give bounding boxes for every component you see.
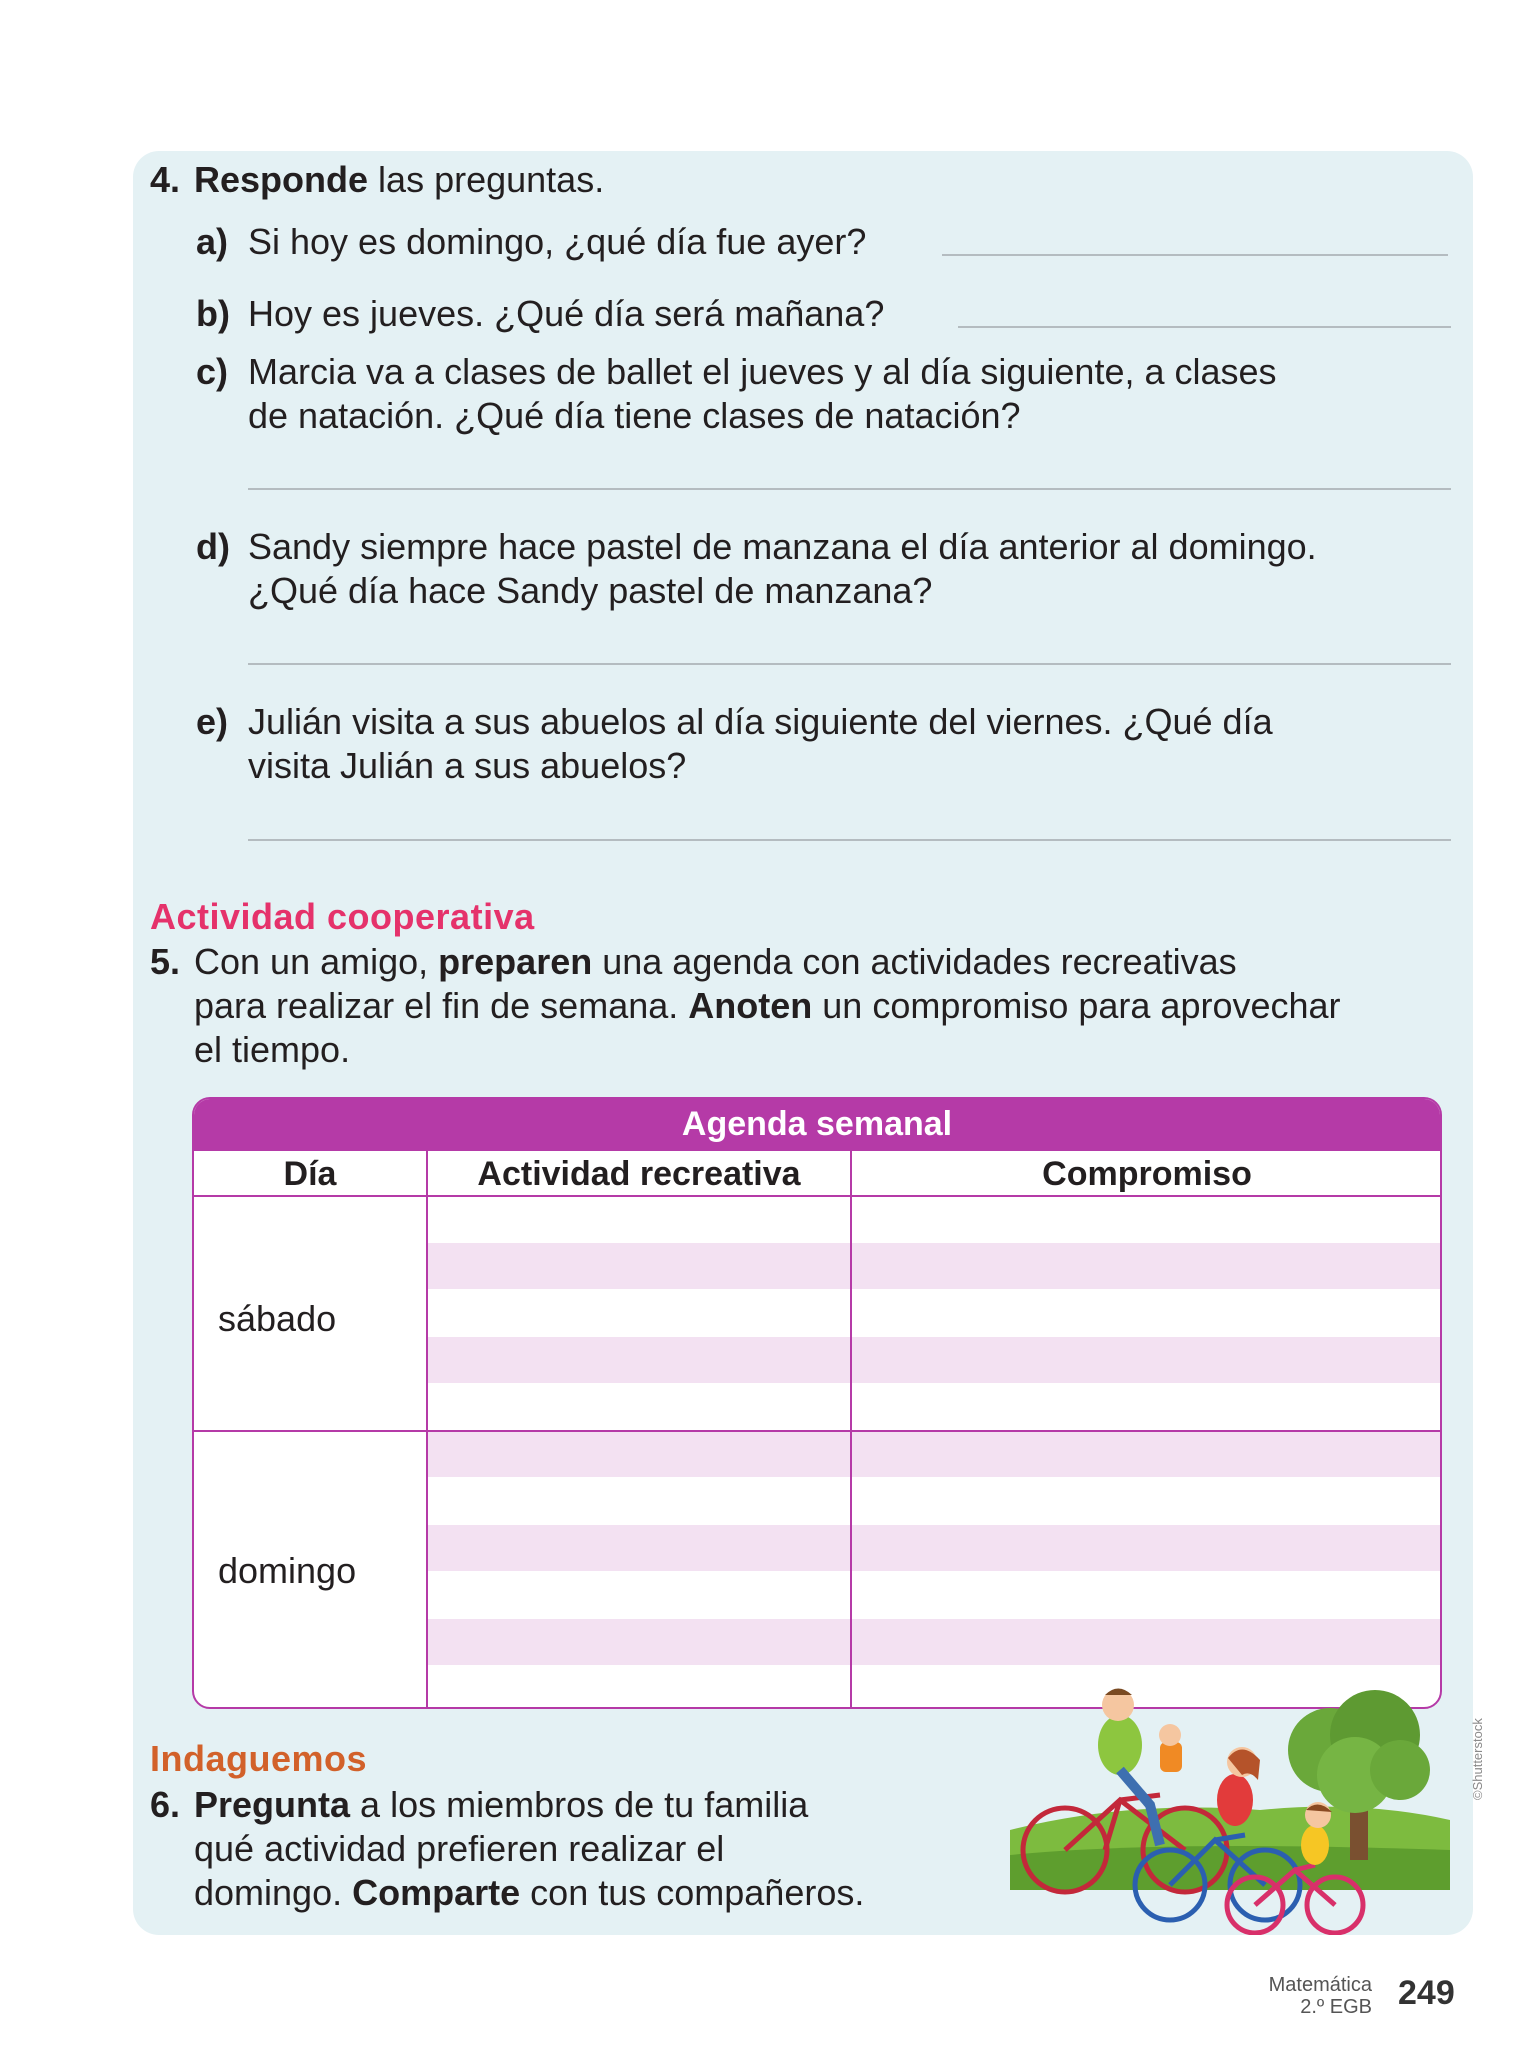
- header-divider: [194, 1195, 1440, 1197]
- question-verb: Anoten: [688, 985, 813, 1026]
- question-6: [150, 1783, 864, 1915]
- column-header-day: Día: [283, 1155, 337, 1193]
- item-letter: d): [196, 526, 230, 567]
- item-text: Marcia va a clases de ballet el jueves y al día siguiente, a clases: [248, 351, 1277, 392]
- row-divider: [194, 1430, 1440, 1432]
- item-text: Si hoy es domingo, ¿qué día fue ayer?: [248, 221, 867, 262]
- footer-subject: [1269, 1974, 1372, 2018]
- writing-row[interactable]: [428, 1525, 1442, 1571]
- question-4a: [196, 220, 866, 264]
- question-text: las preguntas.: [378, 159, 605, 200]
- family-cycling-illustration: [1010, 1680, 1450, 1935]
- day-saturday: sábado: [218, 1298, 337, 1339]
- answer-line-e[interactable]: [248, 839, 1451, 841]
- question-text: un compromiso para aprovechar: [822, 985, 1341, 1026]
- grade-label: 2.º EGB: [1300, 1996, 1372, 2018]
- writing-row[interactable]: [428, 1431, 1442, 1477]
- item-letter: a): [196, 221, 229, 262]
- item-text: visita Julián a sus abuelos?: [248, 745, 687, 786]
- question-number: 5.: [150, 941, 181, 982]
- question-number: 4.: [150, 159, 181, 200]
- question-text: Con un amigo,: [194, 941, 429, 982]
- question-text: a los miembros de tu familia: [360, 1784, 809, 1825]
- question-verb: Comparte: [352, 1872, 521, 1913]
- item-letter: c): [196, 351, 229, 392]
- question-4d: [196, 525, 1317, 613]
- item-letter: e): [196, 701, 229, 742]
- question-4-heading: [150, 158, 604, 202]
- item-text: ¿Qué día hace Sandy pastel de manzana?: [248, 570, 933, 611]
- question-4b: [196, 292, 884, 336]
- answer-line-b[interactable]: [958, 326, 1451, 328]
- agenda-title: Agenda semanal: [194, 1099, 1440, 1149]
- question-verb: preparen: [438, 941, 593, 982]
- question-number: 6.: [150, 1784, 181, 1825]
- question-text: el tiempo.: [194, 1029, 351, 1070]
- question-4e: [196, 700, 1273, 788]
- header-divider: [194, 1149, 1440, 1151]
- item-text: de natación. ¿Qué día tiene clases de natación?: [248, 395, 1021, 436]
- column-header-commitment: Compromiso: [1042, 1155, 1252, 1193]
- question-verb: Pregunta: [194, 1784, 351, 1825]
- question-text: una agenda con actividades recreativas: [602, 941, 1237, 982]
- agenda-table: [192, 1097, 1442, 1709]
- day-sunday: domingo: [218, 1550, 357, 1591]
- inquiry-title: Indaguemos: [150, 1738, 368, 1779]
- cooperative-title: Actividad cooperativa: [150, 896, 535, 937]
- question-text: con tus compañeros.: [530, 1872, 865, 1913]
- item-text: Julián visita a sus abuelos al día siguiente del viernes. ¿Qué día: [248, 701, 1273, 742]
- question-4c: [196, 350, 1277, 438]
- answer-line-a[interactable]: [942, 254, 1448, 256]
- answer-line-c[interactable]: [248, 488, 1451, 490]
- question-text: qué actividad prefieren realizar el: [194, 1828, 725, 1869]
- writing-row[interactable]: [428, 1337, 1442, 1383]
- item-text: Hoy es jueves. ¿Qué día será mañana?: [248, 293, 885, 334]
- answer-line-d[interactable]: [248, 663, 1451, 665]
- subject-name: Matemática: [1268, 1974, 1372, 1996]
- question-5: [150, 940, 1341, 1072]
- item-text: Sandy siempre hace pastel de manzana el día anterior al domingo.: [248, 526, 1317, 567]
- question-text: para realizar el fin de semana.: [194, 985, 679, 1026]
- writing-row[interactable]: [428, 1619, 1442, 1665]
- column-divider: [426, 1149, 428, 1709]
- writing-row[interactable]: [428, 1243, 1442, 1289]
- page-number: 249: [1398, 1974, 1455, 2012]
- item-letter: b): [196, 293, 230, 334]
- question-verb: Responde: [194, 159, 369, 200]
- column-divider: [850, 1149, 852, 1709]
- question-text: domingo.: [194, 1872, 343, 1913]
- column-header-activity: Actividad recreativa: [477, 1155, 801, 1193]
- image-credit: ©Shutterstock: [1470, 1718, 1485, 1800]
